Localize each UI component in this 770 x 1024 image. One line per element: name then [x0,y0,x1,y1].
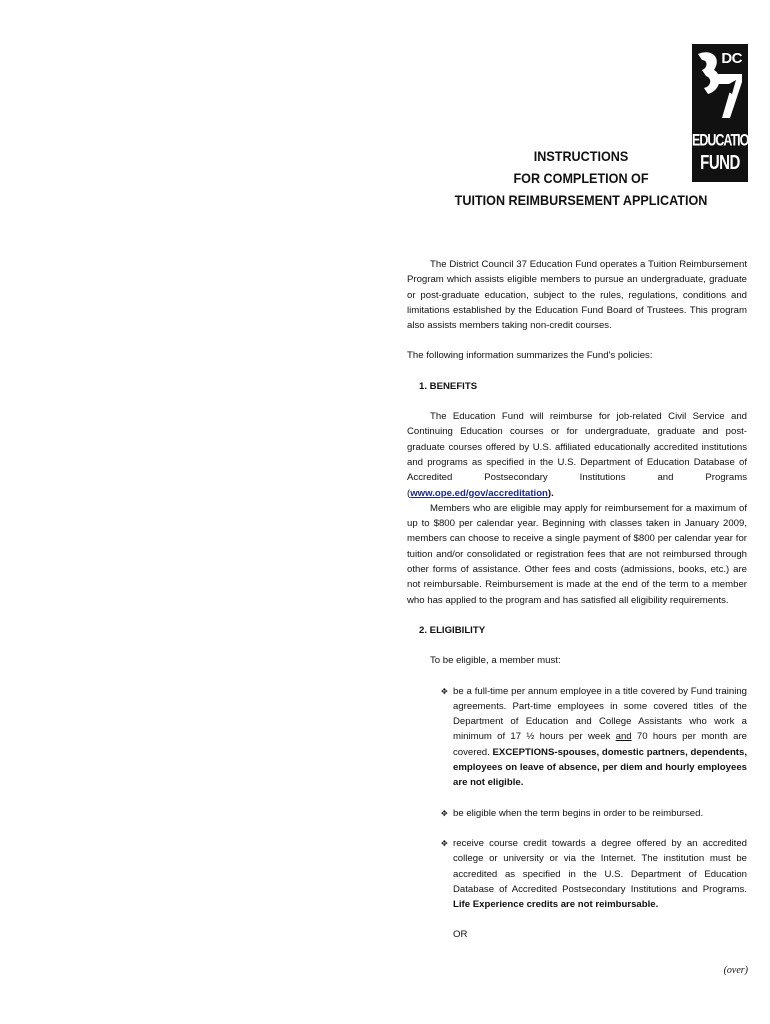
bullet-1-exceptions: EXCEPTIONS-spouses, domestic partners, dependents, employees on leave of absence, per diem and hourly employees are not eligible. [453,746,748,789]
benefits-heading: 1. BENEFITS [419,380,478,392]
list-item [441,684,747,791]
title-line-3: TUITION REIMBURSEMENT APPLICATION [454,192,708,208]
bullet-1-text-a: be a full-time per annum employee in a title covered by Fund training agreements. Part-time employees in some covered titles of the Department of Education and College Assistants who work a minimum of 17 ½ hours per week [453,685,747,743]
document-title [454,145,708,211]
benefits-paragraph-1 [407,409,747,501]
bullet-1-and: and [615,731,632,743]
list-item [441,836,747,912]
list-item [441,806,747,821]
logo-emblem [692,44,748,126]
or-separator: OR [453,929,468,941]
benefits-paragraph-2: Members who are eligible may apply for reimbursement for a maximum of up to $800 per calendar year. Beginning with classes taken in January 2009, members can choose to receive a single payment of $800 per calendar year for tuition and/or consolidated or registration fees that are not reimbursed through other forms of assistance. Other fees and costs (admissions, books, etc.) are not reimbursable. Reimbursement is made at the end of the term to a member who has applied to the program and has satisfied all eligibility requirements. [407,502,747,606]
logo-dc-text: DC [721,50,742,67]
document-body [407,257,747,943]
bullet-1-text-b: 70 hours per month are covered. [453,731,747,758]
benefits-p1-text: The Education Fund will reimburse for job-related Civil Service and Continuing Education courses or for undergraduate, graduate and post-graduate courses offered by U.S. affiliated educationally accredited institutions and programs as specified in the U.S. Department of Education Database of Accredited Postsecondary Institutions and Programs ( [407,411,747,499]
over-indicator: (over) [723,965,748,976]
eligibility-heading: 2. ELIGIBILITY [419,624,486,636]
bullet-3-text: receive course credit towards a degree offered by an accredited college or university or via the Internet. The institution must be accredited as specified in the U.S. Department of Education Database of Accredited Postsecondary Institutions and Programs. [453,837,747,895]
bullet-icon: ✥ [441,686,448,696]
eligibility-intro: To be eligible, a member must: [430,655,561,667]
bullet-icon: ✥ [441,808,448,818]
policy-summary-line: The following information summarizes the Fund's policies: [407,350,653,362]
title-line-1: INSTRUCTIONS [533,148,629,164]
title-line-2: FOR COMPLETION OF [513,170,649,186]
logo-education-text: EDUCATION [692,130,757,150]
bullet-3-life-experience: Life Experience credits are not reimbursable. [453,899,659,911]
logo-fund-text: FUND [700,151,740,175]
accreditation-link[interactable]: www.ope.ed/gov/accreditation [410,487,548,499]
bullet-text-3 [453,836,747,912]
bullet-text-2: be eligible when the term begins in order to be reimbursed. [453,807,704,819]
bullet-icon: ✥ [441,838,448,848]
benefits-p1-end: ). [547,487,554,499]
eligibility-bullet-list [441,684,747,913]
intro-paragraph: The District Council 37 Education Fund operates a Tuition Reimbursement Program which assists eligible members to pursue an undergraduate, graduate or post-graduate education, subject to the rules, regulations, conditions and limitations established by the Education Fund Board of Trustees. This program also assists members taking non-credit courses. [407,259,747,332]
bullet-text-1 [453,684,747,791]
